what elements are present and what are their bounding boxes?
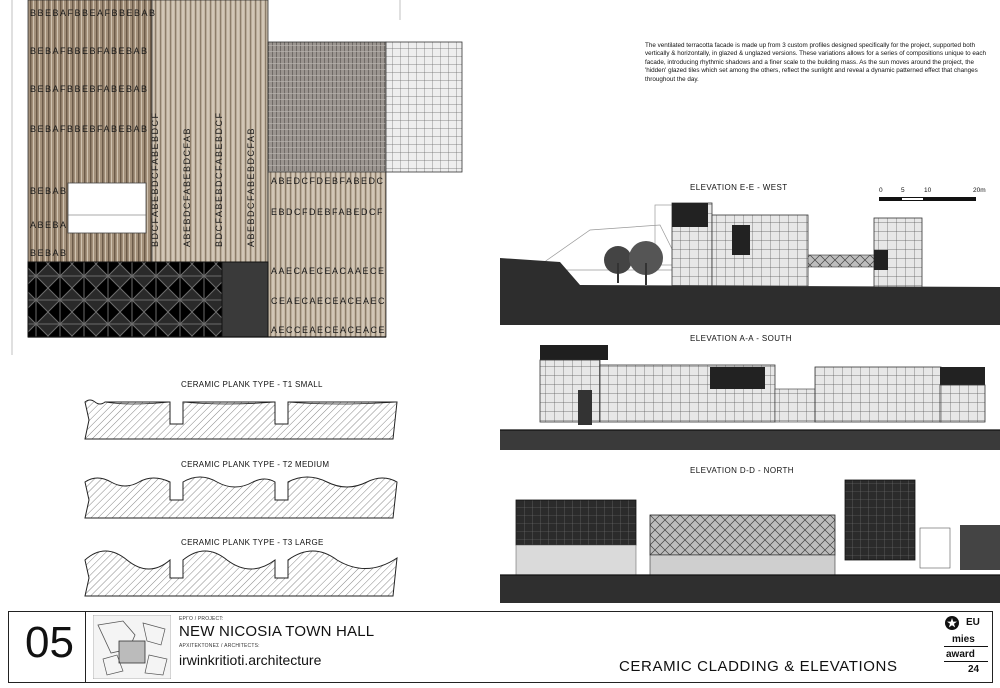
elevation-title-south: ELEVATION A-A - SOUTH xyxy=(690,334,792,343)
elevation-west xyxy=(500,203,1000,325)
facade-letters-col: ABEBDCFABEBDCFAB xyxy=(182,126,192,247)
eu-mies-award-logo xyxy=(944,615,990,680)
elevation-title-north: ELEVATION D-D - NORTH xyxy=(690,466,794,475)
plank-title-t2: CERAMIC PLANK TYPE - T2 MEDIUM xyxy=(181,460,330,469)
project-label: ΕΡΓΟ / PROJECT: xyxy=(179,616,224,622)
plank-title-t1: CERAMIC PLANK TYPE - T1 SMALL xyxy=(181,380,323,389)
project-name: NEW NICOSIA TOWN HALL xyxy=(179,623,375,640)
facade-description: The ventilated terracotta facade is made up from 3 custom profiles designed specifically for the project, supported both vertically & horizontally, in glazed & unglazed versions. These variations allows for a series of compositions unique to each facade, introducing rhythmic shadows and a finer scale to the building mass. As the sun moves around the project, the 'hidden' glazed tiles which set among the others, reflect the sunlight and reveal a dynamic patterned effect that changes throughout the day. xyxy=(645,42,987,83)
facade-letters-row: AECCEAECEACEACE xyxy=(271,325,387,335)
facade-letters-row: BEBAFBBEBFABEBAB xyxy=(30,124,149,134)
facade-letters-row: BEBAFBBEBFABEBAB xyxy=(30,46,149,56)
facade-letters-row: BEBAFBBEBFABEBAB xyxy=(30,84,149,94)
facade-letters-row: ABEBA xyxy=(30,220,68,230)
facade-letters-col: ABEBDCFABEBDCFAB xyxy=(246,126,256,247)
sheet-number: 05 xyxy=(25,618,74,667)
facade-letters-col: BDCFABEBDCFABEBDCF xyxy=(150,111,160,247)
facade-letters-row: BEBAB xyxy=(30,186,68,196)
scale-tick-label: 20m xyxy=(973,187,986,194)
sheet-title: CERAMIC CLADDING & ELEVATIONS xyxy=(619,658,898,675)
elevation-title-west: ELEVATION E-E - WEST xyxy=(690,183,788,192)
site-plan-thumbnail xyxy=(93,615,171,679)
award-line: 24 xyxy=(968,664,980,675)
scale-tick-label: 10 xyxy=(924,187,932,194)
facade-letters-row: EBDCFDEBFABEDCF xyxy=(271,207,385,217)
facade-letters-row: BEBAB xyxy=(30,248,68,258)
plank-t1-profile xyxy=(85,400,397,439)
scale-tick-label: 0 xyxy=(879,187,883,194)
plank-title-t3: CERAMIC PLANK TYPE - T3 LARGE xyxy=(181,538,324,547)
plank-t3-profile xyxy=(85,551,397,596)
award-line: mies xyxy=(952,634,975,645)
facade-letters-row: AAECAECEACAAECE xyxy=(271,266,386,276)
award-line: award xyxy=(946,649,975,660)
architects-name: irwinkritioti.architecture xyxy=(179,652,322,668)
plank-profiles-drawing xyxy=(75,392,405,602)
scale-tick-label: 5 xyxy=(901,187,905,194)
elevation-south xyxy=(500,345,1000,450)
facade-letters-row: ABEDCFDEBFABEDC xyxy=(271,176,385,186)
title-block xyxy=(8,611,993,683)
plank-t2-profile xyxy=(85,477,397,518)
facade-letters-row: CEAECAECEACEAEC xyxy=(271,296,387,306)
facade-letters-col: BDCFABEBDCFABEBDCF xyxy=(214,111,224,247)
facade-letters-row: BBEBAFBBEAFBBEBAB xyxy=(30,8,157,18)
elevation-north xyxy=(500,480,1000,603)
architects-label: ΑΡΧΙΤΕΚΤΟΝΕΣ / ARCHITECTS: xyxy=(179,643,260,649)
star-circle-icon xyxy=(944,615,960,631)
elevations-drawing xyxy=(500,195,1000,605)
award-line: EU xyxy=(966,617,980,628)
